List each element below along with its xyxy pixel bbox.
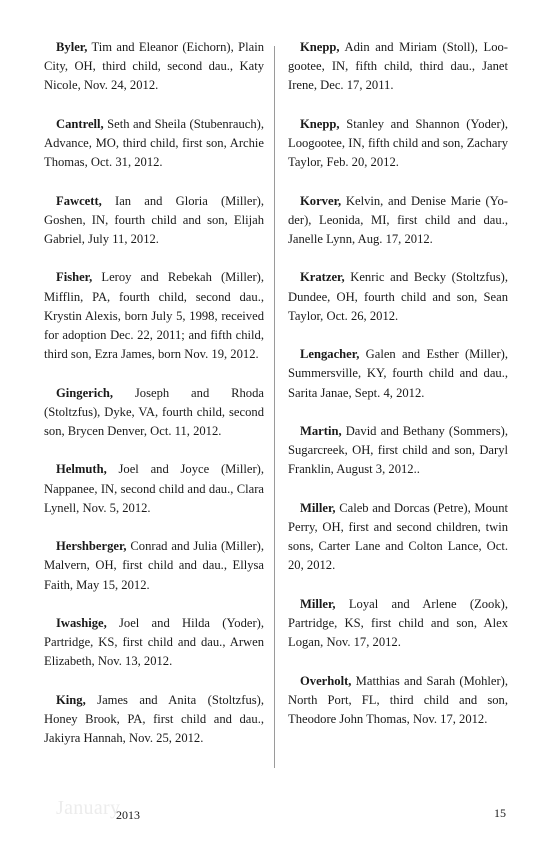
entry-details: Caleb and Dorcas (Petre), Mount Perry, OH, first and second children, twin sons, Carter Lane and Colton Lance, Oct. 20, 2012. [288,500,508,573]
right-column [288,38,508,748]
entry-details: Ian and Gloria (Miller), Goshen, IN, fourth child and son, Elijah Gabriel, July 11, 2012. [44,193,264,246]
birth-entry [44,614,264,672]
page-number: 15 [494,806,506,820]
entry-surname: Cantrell, [56,116,104,131]
entry-surname: Overholt, [300,673,352,688]
entry-surname: King, [56,692,86,707]
entry-surname: Iwashige, [56,615,107,630]
birth-entry [44,384,264,442]
entry-surname: Fisher, [56,270,93,285]
birth-entry [44,537,264,595]
birth-entry [288,38,508,96]
entry-surname: Kratzer, [300,270,345,285]
entry-details: Leroy and Rebekah (Miller), Mifflin, PA, fourth child, second dau., Krystin Alexis, born July 5, 1998, received for adoption Dec. 22, 2011; and fifth child, third son, Ezra James, born Nov. 19, 2012. [44,270,264,362]
birth-entry [44,460,264,518]
entry-details: Joel and Joyce (Miller), Nappanee, IN, second child and dau., Clara Lynell, Nov. 5, 2012. [44,462,264,515]
footer-year: 2013 [116,808,140,822]
entry-details: Matthias and Sarah (Mohler), North Port, FL, third child and son, Theodore John Thomas, Nov. 17, 2012. [288,673,508,726]
birth-entry [44,268,264,364]
birth-entry [288,345,508,403]
entry-surname: Gingerich, [56,385,114,400]
entry-details: Kelvin, and Denise Marie (Yoder), Leonida, MI, first child and dau., Janelle Lynn, Aug. 17, 2012. [288,193,508,246]
entry-details: Adin and Miriam (Stoll), Loogootee, IN, fifth child, third dau., Janet Irene, Dec. 17, 2011. [288,40,508,93]
entry-surname: Miller, [300,596,336,611]
entry-details: Stanley and Shannon (Yoder), Loogootee, IN, fifth child and son, Zachary Taylor, Feb. 20, 2012. [288,116,508,170]
entry-details: David and Bethany (Sommers), Sugarcreek, OH, first child and son, Daryl Franklin, August 3, 2012.. [288,423,508,477]
entry-details: Conrad and Julia (Miller), Malvern, OH, first child and dau., Ellysa Faith, May 15, 2012. [44,539,264,592]
entry-surname: Fawcett, [56,193,102,208]
birth-entry [288,192,508,250]
birth-entry [44,691,264,749]
entry-details: Loyal and Arlene (Zook), Partridge, KS, first child and son, Alex Logan, Nov. 17, 2012. [288,596,508,650]
birth-entry [288,115,508,173]
birth-entry [44,38,264,96]
entry-surname: Lengacher, [300,347,360,362]
birth-entry [288,595,508,653]
entry-details: Seth and Sheila (Stubenrauch), Advance, MO, third child, first son, Archie Thomas, Oct. 31, 2012. [44,116,264,170]
footer-month-watermark: January [56,797,121,819]
birth-entry [288,268,508,326]
birth-entry [288,499,508,576]
entry-surname: Knepp, [300,40,340,54]
entry-surname: Hershberger, [56,539,127,554]
birth-entry [288,422,508,480]
entry-details: James and Anita (Stoltzfus), Honey Brook, PA, first child and dau., Jakiyra Hannah, Nov. 25, 2012. [44,692,264,746]
entry-details: Joel and Hilda (Yoder), Partridge, KS, first child and dau., Arwen Elizabeth, Nov. 13, 2012. [44,615,264,669]
entry-surname: Knepp, [300,116,340,131]
entry-surname: Helmuth, [56,462,107,477]
birth-entry [44,192,264,250]
entry-surname: Miller, [300,500,336,515]
entry-surname: Korver, [300,193,342,208]
left-column [44,38,264,768]
birth-entry [44,115,264,173]
entry-details: Galen and Esther (Miller), Summersville, KY, fourth child and dau., Sarita Janae, Sept. 4, 2012. [288,347,508,400]
entry-details: Joseph and Rhoda (Stoltzfus), Dyke, VA, fourth child, second son, Brycen Denver, Oct. 11, 2012. [44,385,264,438]
entry-surname: Martin, [300,423,342,438]
entry-details: Kenric and Becky (Stoltzfus), Dundee, OH, fourth child and son, Sean Taylor, Oct. 26, 2012. [288,270,508,323]
entry-details: Tim and Eleanor (Eichorn), Plain City, OH, third child, second dau., Katy Nicole, Nov. 24, 2012. [44,40,264,93]
entry-surname: Byler, [56,40,88,54]
birth-entry [288,672,508,730]
column-divider [274,46,275,768]
